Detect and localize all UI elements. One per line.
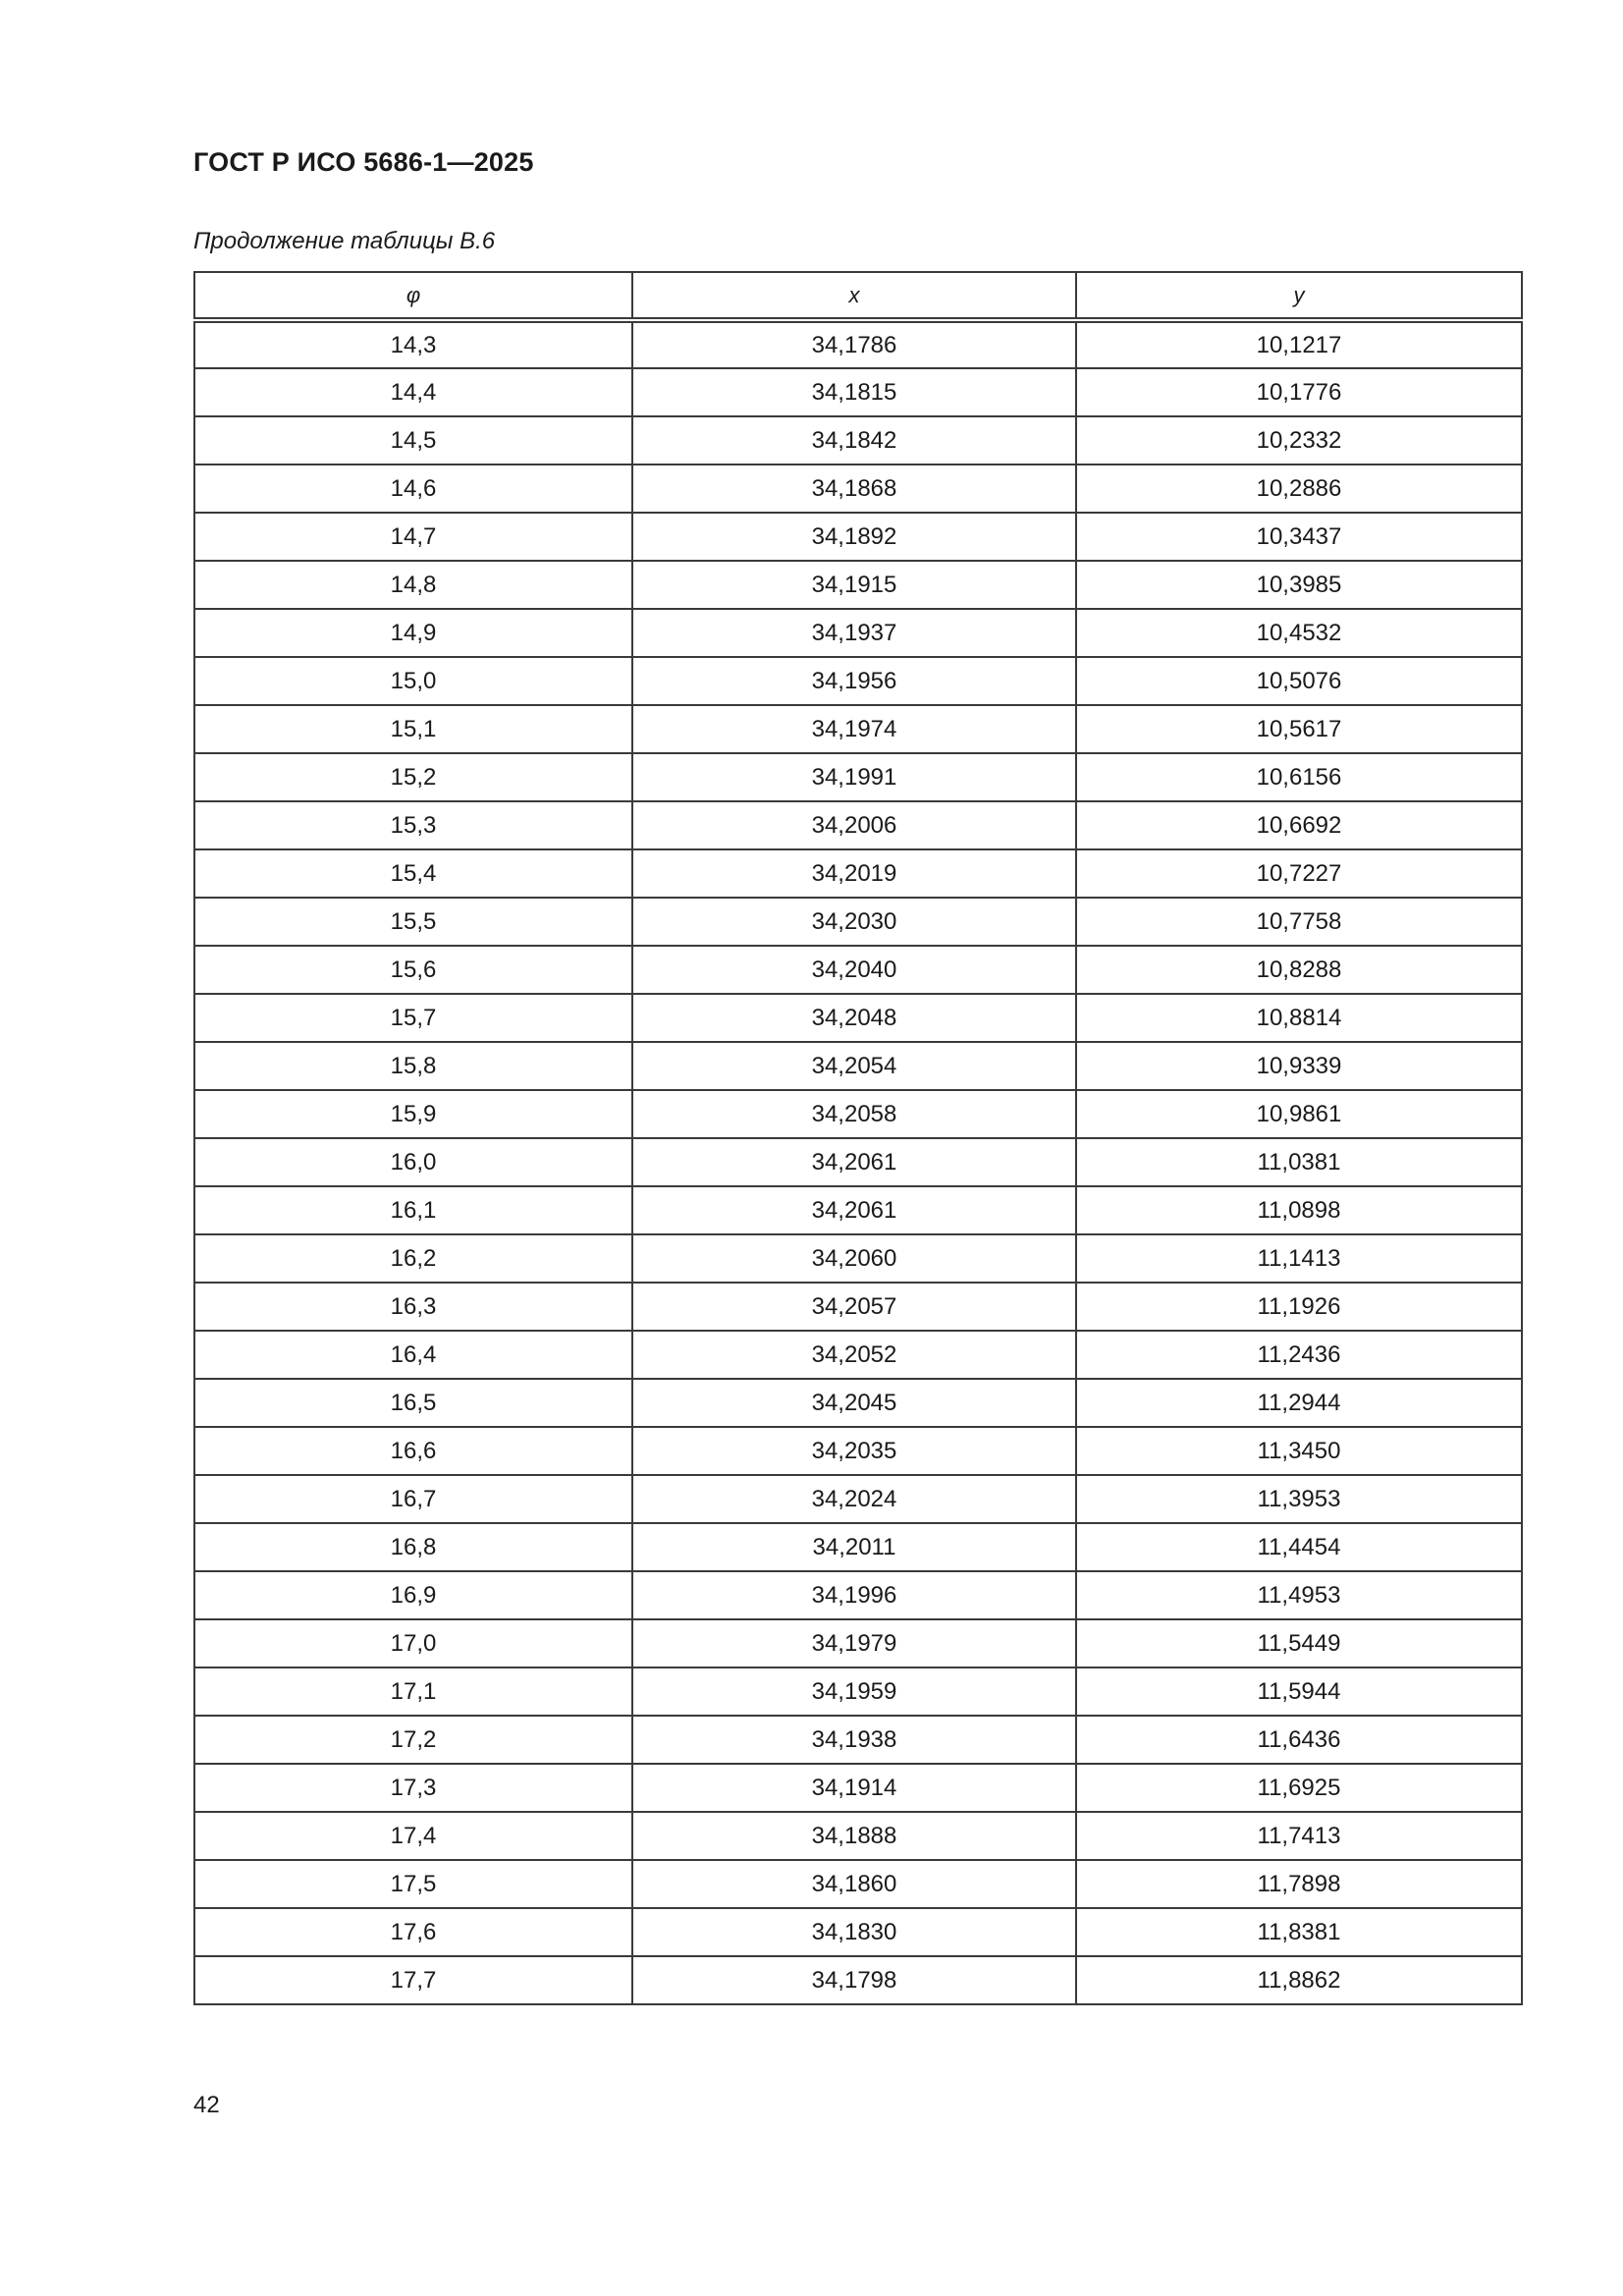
cell-x: 34,1892 [632, 513, 1076, 561]
cell-x: 34,2030 [632, 898, 1076, 946]
cell-phi: 16,3 [194, 1283, 632, 1331]
cell-x: 34,1956 [632, 657, 1076, 705]
cell-x: 34,2045 [632, 1379, 1076, 1427]
cell-phi: 14,6 [194, 465, 632, 513]
cell-phi: 15,7 [194, 994, 632, 1042]
cell-x: 34,1798 [632, 1956, 1076, 2004]
cell-y: 10,7758 [1076, 898, 1522, 946]
table-row [194, 1427, 1522, 1475]
cell-x: 34,1938 [632, 1716, 1076, 1764]
cell-y: 11,4454 [1076, 1523, 1522, 1571]
table-row [194, 994, 1522, 1042]
table-row [194, 657, 1522, 705]
cell-x: 34,1830 [632, 1908, 1076, 1956]
cell-x: 34,1959 [632, 1667, 1076, 1716]
cell-phi: 14,7 [194, 513, 632, 561]
table-row [194, 849, 1522, 898]
table-row [194, 1571, 1522, 1619]
cell-y: 10,4532 [1076, 609, 1522, 657]
cell-phi: 17,1 [194, 1667, 632, 1716]
cell-phi: 16,6 [194, 1427, 632, 1475]
cell-x: 34,2048 [632, 994, 1076, 1042]
cell-y: 10,8288 [1076, 946, 1522, 994]
cell-y: 10,5617 [1076, 705, 1522, 753]
cell-y: 11,6925 [1076, 1764, 1522, 1812]
cell-x: 34,2019 [632, 849, 1076, 898]
table-row [194, 801, 1522, 849]
table-row [194, 1908, 1522, 1956]
cell-y: 11,8862 [1076, 1956, 1522, 2004]
table-caption: Продолжение таблицы В.6 [193, 228, 496, 254]
table-row [194, 946, 1522, 994]
cell-phi: 17,4 [194, 1812, 632, 1860]
table-row [194, 1860, 1522, 1908]
cell-phi: 17,2 [194, 1716, 632, 1764]
table-header [194, 272, 1522, 320]
cell-phi: 15,1 [194, 705, 632, 753]
cell-x: 34,2040 [632, 946, 1076, 994]
cell-phi: 17,7 [194, 1956, 632, 2004]
cell-x: 34,1915 [632, 561, 1076, 609]
page-number: 42 [193, 2092, 220, 2118]
cell-y: 10,9861 [1076, 1090, 1522, 1138]
table-row [194, 705, 1522, 753]
cell-phi: 14,4 [194, 368, 632, 416]
cell-y: 10,5076 [1076, 657, 1522, 705]
cell-phi: 15,9 [194, 1090, 632, 1138]
table-row [194, 753, 1522, 801]
cell-y: 11,2944 [1076, 1379, 1522, 1427]
cell-y: 10,2886 [1076, 465, 1522, 513]
cell-y: 11,0898 [1076, 1186, 1522, 1234]
table-row [194, 368, 1522, 416]
cell-x: 34,2057 [632, 1283, 1076, 1331]
cell-y: 10,8814 [1076, 994, 1522, 1042]
table-row [194, 1138, 1522, 1186]
table-row [194, 1234, 1522, 1283]
cell-phi: 14,8 [194, 561, 632, 609]
cell-x: 34,2058 [632, 1090, 1076, 1138]
cell-x: 34,1842 [632, 416, 1076, 465]
table-row [194, 1379, 1522, 1427]
cell-x: 34,1786 [632, 320, 1076, 368]
cell-y: 11,1926 [1076, 1283, 1522, 1331]
coordinates-table [193, 271, 1523, 2005]
table-row [194, 1090, 1522, 1138]
table-row [194, 1619, 1522, 1667]
cell-phi: 16,0 [194, 1138, 632, 1186]
table-row [194, 1667, 1522, 1716]
cell-phi: 14,5 [194, 416, 632, 465]
table-row [194, 1764, 1522, 1812]
cell-y: 10,2332 [1076, 416, 1522, 465]
cell-y: 11,0381 [1076, 1138, 1522, 1186]
cell-phi: 16,4 [194, 1331, 632, 1379]
table-row [194, 561, 1522, 609]
cell-phi: 16,5 [194, 1379, 632, 1427]
cell-phi: 16,1 [194, 1186, 632, 1234]
cell-x: 34,2061 [632, 1186, 1076, 1234]
cell-y: 11,2436 [1076, 1331, 1522, 1379]
cell-phi: 15,3 [194, 801, 632, 849]
column-header-phi: φ [194, 272, 632, 320]
cell-y: 11,5449 [1076, 1619, 1522, 1667]
header-row [194, 272, 1522, 320]
cell-x: 34,1974 [632, 705, 1076, 753]
table-row [194, 465, 1522, 513]
cell-phi: 17,0 [194, 1619, 632, 1667]
cell-phi: 17,6 [194, 1908, 632, 1956]
cell-x: 34,2060 [632, 1234, 1076, 1283]
table-row [194, 1186, 1522, 1234]
cell-x: 34,1937 [632, 609, 1076, 657]
cell-y: 10,1217 [1076, 320, 1522, 368]
table-row [194, 1956, 1522, 2004]
table-row [194, 609, 1522, 657]
cell-y: 11,3450 [1076, 1427, 1522, 1475]
table-row [194, 1475, 1522, 1523]
cell-x: 34,2011 [632, 1523, 1076, 1571]
cell-phi: 16,9 [194, 1571, 632, 1619]
cell-x: 34,1860 [632, 1860, 1076, 1908]
cell-y: 11,7413 [1076, 1812, 1522, 1860]
cell-x: 34,2035 [632, 1427, 1076, 1475]
cell-x: 34,2006 [632, 801, 1076, 849]
cell-y: 11,3953 [1076, 1475, 1522, 1523]
cell-phi: 16,8 [194, 1523, 632, 1571]
table-body [194, 320, 1522, 2004]
cell-x: 34,1888 [632, 1812, 1076, 1860]
table-row [194, 1716, 1522, 1764]
cell-phi: 15,6 [194, 946, 632, 994]
cell-x: 34,2052 [632, 1331, 1076, 1379]
column-header-y: y [1076, 272, 1522, 320]
cell-y: 10,1776 [1076, 368, 1522, 416]
cell-phi: 14,3 [194, 320, 632, 368]
cell-x: 34,1914 [632, 1764, 1076, 1812]
column-header-x: x [632, 272, 1076, 320]
cell-y: 10,3985 [1076, 561, 1522, 609]
cell-x: 34,2024 [632, 1475, 1076, 1523]
cell-x: 34,1815 [632, 368, 1076, 416]
table-row [194, 1042, 1522, 1090]
cell-phi: 17,3 [194, 1764, 632, 1812]
cell-x: 34,1996 [632, 1571, 1076, 1619]
cell-x: 34,1868 [632, 465, 1076, 513]
cell-y: 11,5944 [1076, 1667, 1522, 1716]
cell-x: 34,1991 [632, 753, 1076, 801]
cell-phi: 15,0 [194, 657, 632, 705]
cell-y: 11,6436 [1076, 1716, 1522, 1764]
table-row [194, 1812, 1522, 1860]
cell-y: 10,6692 [1076, 801, 1522, 849]
cell-y: 10,3437 [1076, 513, 1522, 561]
cell-y: 10,6156 [1076, 753, 1522, 801]
table-row [194, 898, 1522, 946]
cell-x: 34,1979 [632, 1619, 1076, 1667]
cell-y: 10,7227 [1076, 849, 1522, 898]
cell-x: 34,2054 [632, 1042, 1076, 1090]
cell-phi: 14,9 [194, 609, 632, 657]
cell-y: 11,4953 [1076, 1571, 1522, 1619]
cell-y: 11,1413 [1076, 1234, 1522, 1283]
cell-phi: 15,8 [194, 1042, 632, 1090]
cell-phi: 16,2 [194, 1234, 632, 1283]
table-row [194, 320, 1522, 368]
table-row [194, 1283, 1522, 1331]
table-row [194, 1331, 1522, 1379]
cell-x: 34,2061 [632, 1138, 1076, 1186]
cell-phi: 15,4 [194, 849, 632, 898]
table-row [194, 416, 1522, 465]
cell-y: 11,7898 [1076, 1860, 1522, 1908]
cell-y: 10,9339 [1076, 1042, 1522, 1090]
table-row [194, 513, 1522, 561]
table-row [194, 1523, 1522, 1571]
cell-phi: 15,2 [194, 753, 632, 801]
cell-y: 11,8381 [1076, 1908, 1522, 1956]
cell-phi: 16,7 [194, 1475, 632, 1523]
cell-phi: 17,5 [194, 1860, 632, 1908]
document-header: ГОСТ Р ИСО 5686-1—2025 [193, 147, 534, 177]
cell-phi: 15,5 [194, 898, 632, 946]
